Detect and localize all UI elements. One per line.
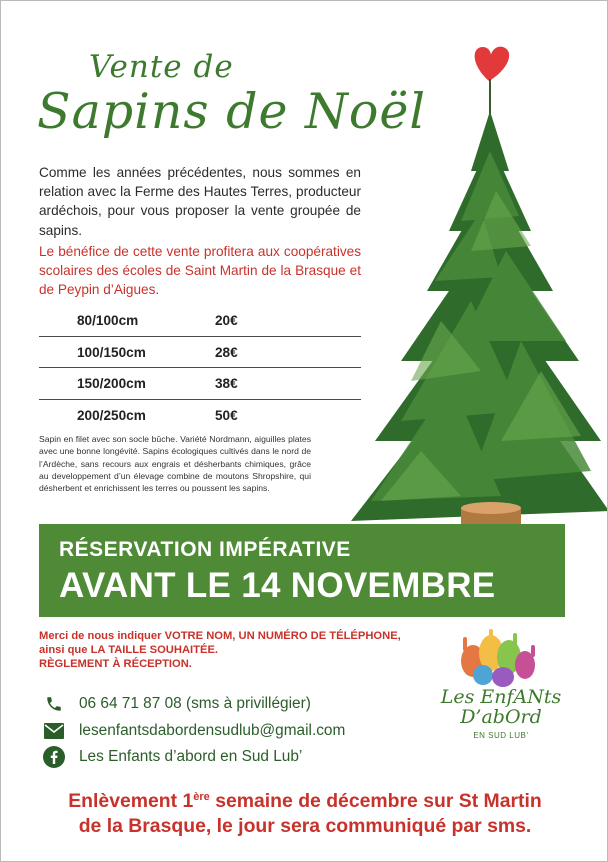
email-icon: [43, 720, 65, 742]
contact-email: [43, 720, 345, 742]
footer-text: Enlèvement 1: [68, 790, 194, 812]
footer-line-2: de la Brasque, le jour sera communiqué par sms.: [78, 815, 532, 837]
email-address[interactable]: lesenfantsdabordensudlub@gmail.com: [79, 722, 346, 739]
logo-name: [439, 687, 563, 727]
price-value: 50€: [215, 407, 238, 423]
price-value: 28€: [215, 344, 238, 360]
price-table: [39, 305, 361, 431]
product-note: Sapin en filet avec son socle bûche. Variété Nordmann, aiguilles plates avec une bonne longévité. Sapins écologiques cultivés dans le nord de l’Ardèche, sans recours aux engrais et désherbants chimiques, grâce au developpement d’un élevage combine de moutons Shropshire, qui désherbent et enrichissent les terres ou poussent les sapins.: [39, 434, 311, 494]
banner-line-2: AVANT LE 14 NOVEMBRE: [59, 566, 496, 605]
size-label: 150/200cm: [77, 376, 146, 391]
size-label: 200/250cm: [77, 407, 146, 423]
order-instructions: [39, 629, 419, 671]
instructions-line-2: ainsi que LA TAILLE SOUHAITÉE.: [39, 644, 219, 656]
price-value: 20€: [215, 313, 238, 328]
contact-facebook: [43, 746, 302, 768]
logo-tagline: EN SUD LUB’: [473, 731, 529, 740]
banner-line-1: RÉSERVATION IMPÉRATIVE: [59, 538, 351, 561]
size-label: 80/100cm: [77, 313, 139, 328]
instructions-line-1: Merci de nous indiquer VOTRE NOM, UN NUMÉRO DE TÉLÉPHONE,: [39, 630, 401, 642]
les-enfants-dabord-logo: [433, 625, 563, 755]
benefit-paragraph: Le bénéfice de cette vente profitera aux coopératives scolaires des écoles de Saint Martin de la Brasque et de Peypin d’Aigues.: [39, 244, 361, 298]
logo-name-line-2: D’abOrd: [460, 706, 542, 728]
contact-phone: [43, 693, 311, 715]
facebook-page[interactable]: Les Enfants d’abord en Sud Lub’: [79, 748, 303, 765]
hands-icon: [433, 625, 563, 695]
logo-name-line-1: Les EnfANts: [440, 686, 562, 708]
title-line-1: Vente de: [89, 49, 234, 85]
footer-line-1: [1, 785, 608, 814]
phone-number[interactable]: 06 64 71 87 08 (sms à privillégier): [79, 695, 311, 712]
heart-icon: [475, 47, 510, 81]
price-value: 38€: [215, 376, 238, 391]
footer-text: semaine de décembre sur St Martin: [209, 790, 542, 812]
intro-paragraph: Comme les années précédentes, nous sommes en relation avec la Ferme des Hautes Terres, producteur ardéchois, pour vous proposer la vente groupée de sapins.: [39, 165, 361, 238]
price-row: [39, 368, 361, 400]
reservation-banner: [39, 524, 565, 617]
size-label: 100/150cm: [77, 344, 146, 360]
pickup-footer: [1, 785, 608, 839]
footer-superscript: ère: [193, 791, 210, 803]
facebook-icon: [43, 746, 65, 768]
christmas-tree-illustration: [331, 41, 608, 551]
price-row: [39, 400, 361, 432]
title-line-2: Sapins de Noël: [37, 83, 427, 140]
phone-icon: [43, 693, 65, 715]
price-row: [39, 305, 361, 337]
price-row: [39, 337, 361, 369]
instructions-line-3: RÈGLEMENT À RÉCEPTION.: [39, 658, 192, 670]
